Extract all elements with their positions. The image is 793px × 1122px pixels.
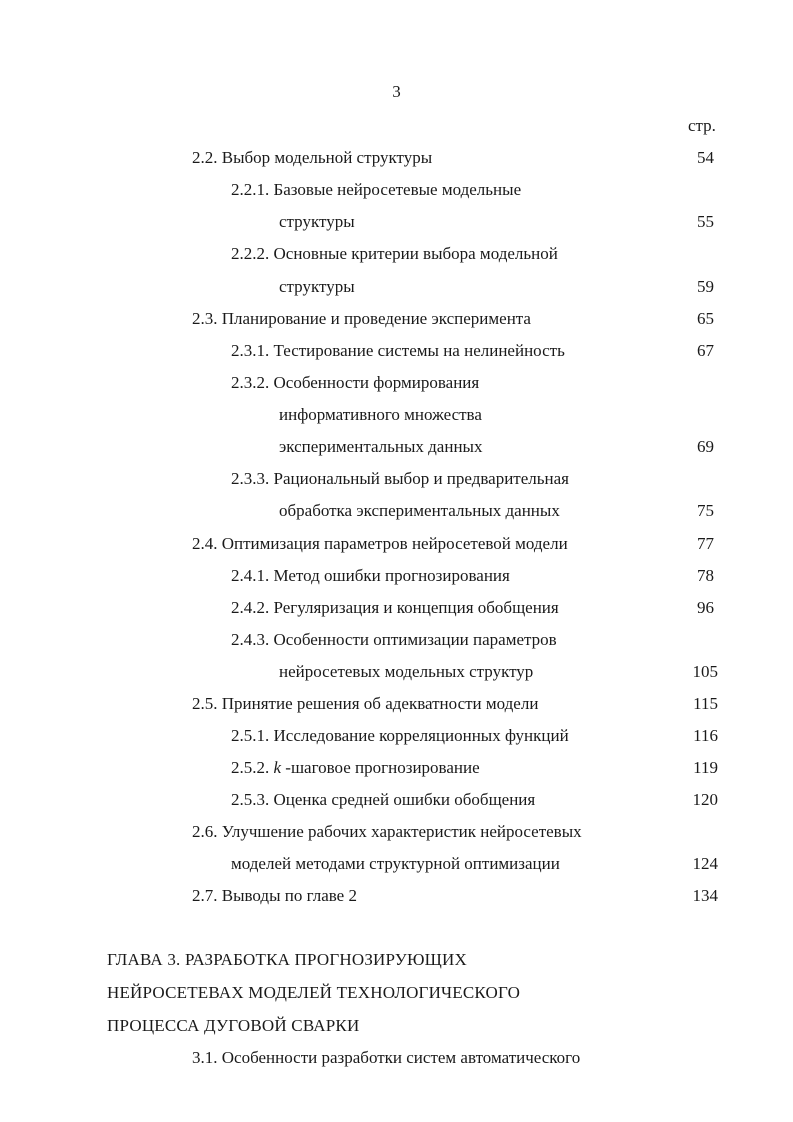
- toc-entry-page: 65: [697, 309, 714, 328]
- toc-entry-text: 2.4.2. Регуляризация и концепция обобщения: [231, 598, 559, 617]
- chapter-heading-line: ГЛАВА 3. РАЗРАБОТКА ПРОГНОЗИРУЮЩИХ: [107, 950, 467, 969]
- toc-entry-page: 124: [692, 854, 718, 873]
- toc-entry-text: моделей методами структурной оптимизации: [231, 854, 560, 873]
- toc-entry-text: 2.3.3. Рациональный выбор и предварительная: [231, 469, 569, 488]
- toc-entry-page: 75: [697, 501, 714, 520]
- toc-entry-page: 55: [697, 212, 714, 231]
- toc-entry-page: 59: [697, 277, 714, 296]
- toc-entry-text: обработка экспериментальных данных: [279, 501, 560, 520]
- toc-entry-text: структуры: [279, 277, 355, 296]
- toc-entry-text: 2.5.1. Исследование корреляционных функций: [231, 726, 569, 745]
- toc-entry-page: 96: [697, 598, 714, 617]
- page-number: 3: [392, 82, 401, 101]
- toc-entry-text: 2.4.1. Метод ошибки прогнозирования: [231, 566, 510, 585]
- toc-entry-page: 77: [697, 534, 714, 553]
- toc-entry-page: 120: [692, 790, 718, 809]
- toc-entry-text: нейросетевых модельных структур: [279, 662, 534, 681]
- chapter-heading-line: ПРОЦЕССА ДУГОВОЙ СВАРКИ: [107, 1016, 360, 1035]
- toc-entry-text: 2.3.2. Особенности формирования: [231, 373, 480, 392]
- toc-entry-text: 2.4.3. Особенности оптимизации параметров: [231, 630, 557, 649]
- toc-entry-page: 134: [692, 886, 718, 905]
- page-column-header: стр.: [688, 116, 716, 135]
- toc-entry-text: структуры: [279, 212, 355, 231]
- toc-entry-page: 116: [693, 726, 718, 745]
- toc-entry-page: 67: [697, 341, 714, 360]
- toc-entry-page: 105: [692, 662, 718, 681]
- toc-entry-text: 2.2.2. Основные критерии выбора модельной: [231, 244, 558, 263]
- toc-entry-text: 2.6. Улучшение рабочих характеристик нейросетевых: [192, 822, 582, 841]
- toc-entry-text: 2.5.2. k -шаговое прогнозирование: [231, 758, 480, 777]
- toc-entry-text: 2.4. Оптимизация параметров нейросетевой модели: [192, 534, 568, 553]
- toc-entry-page: 69: [697, 437, 714, 456]
- toc-entry-text: экспериментальных данных: [279, 437, 483, 456]
- toc-entry-text: 2.7. Выводы по главе 2: [192, 886, 357, 905]
- toc-entry-page: 54: [697, 148, 714, 167]
- toc-entry-text: 2.5.3. Оценка средней ошибки обобщения: [231, 790, 536, 809]
- toc-entry-page: 78: [697, 566, 714, 585]
- toc-entry-text: 2.5. Принятие решения об адекватности модели: [192, 694, 539, 713]
- toc-entry-page: 119: [693, 758, 718, 777]
- toc-entry-text: 3.1. Особенности разработки систем автоматического: [192, 1048, 581, 1067]
- toc-entry-text: 2.3. Планирование и проведение эксперимента: [192, 309, 531, 328]
- toc-entry-page: 115: [693, 694, 718, 713]
- toc-entry-text: информативного множества: [279, 405, 482, 424]
- toc-entry-text: 2.2.1. Базовые нейросетевые модельные: [231, 180, 522, 199]
- toc-entry-text: 2.3.1. Тестирование системы на нелинейность: [231, 341, 565, 360]
- chapter-heading-line: НЕЙРОСЕТЕВАХ МОДЕЛЕЙ ТЕХНОЛОГИЧЕСКОГО: [107, 983, 521, 1002]
- variable-k: k: [273, 758, 282, 777]
- toc-entry-text: 2.2. Выбор модельной структуры: [192, 148, 433, 167]
